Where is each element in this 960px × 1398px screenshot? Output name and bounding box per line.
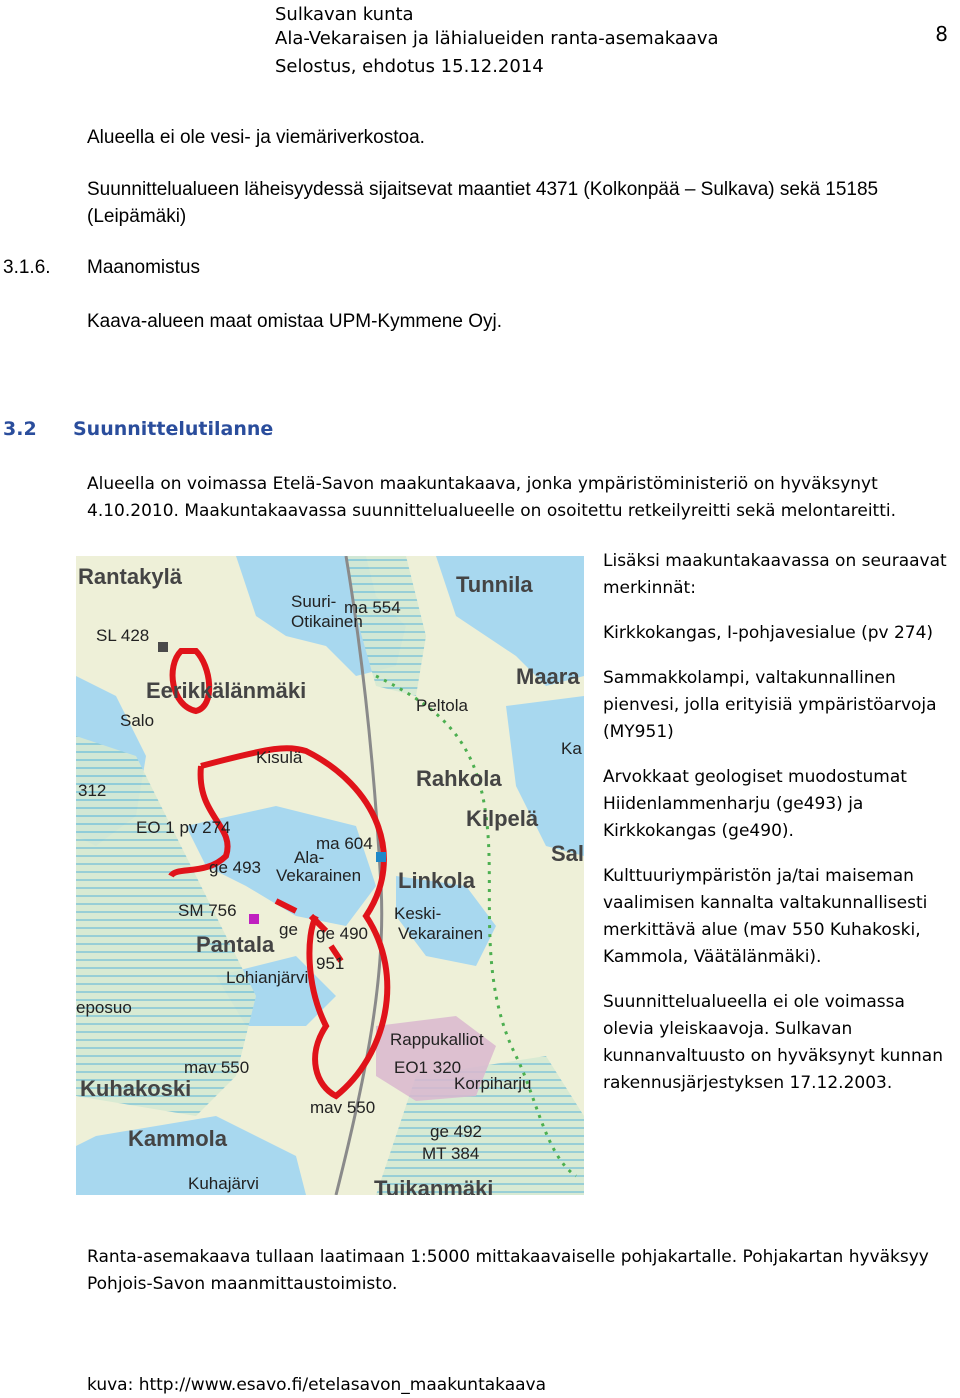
section-title-suunnittelutilanne: Suunnittelutilanne: [73, 418, 274, 440]
map-label-tunnila: Tunnila: [456, 572, 533, 597]
map-label-mt: MT 384: [422, 1144, 480, 1163]
legend-small-water-line1: Sammakkolampi, valtakunnallinen: [603, 668, 896, 688]
legend-culture-line4: Kammola, Väätälänmäki).: [603, 947, 822, 967]
legend-item-geology: [603, 764, 958, 845]
legend-master-plan-line3: kunnanvaltuusto on hyväksynyt kunnan: [603, 1046, 943, 1066]
legend-intro: [603, 548, 958, 602]
map-label-ma604: ma 604: [316, 834, 373, 853]
map-label-korpiharju: Korpiharju: [454, 1074, 532, 1093]
map-label-kuhakoski: Kuhakoski: [80, 1076, 192, 1101]
map-label-ge493: ge 493: [209, 858, 261, 877]
map-label-ala: Ala-: [294, 848, 325, 867]
paragraph-regional-plan-line2: 4.10.2010. Maakuntakaavassa suunnittelualueelle on osoitettu retkeilyreitti sekä melontareitti.: [87, 501, 897, 521]
legend-small-water-line2: pienvesi, jolla erityisiä ympäristöarvoja: [603, 695, 937, 715]
map-label-ge490: ge 490: [316, 924, 368, 943]
map-label-otikainen: Otikainen: [291, 612, 363, 631]
map-label-linkola: Linkola: [398, 868, 476, 893]
legend-groundwater-text: Kirkkokangas, I-pohjavesialue (pv 274): [603, 623, 934, 643]
paragraph-roads-line1: Suunnittelualueen läheisyydessä sijaitsevat maantiet 4371 (Kolkonpää – Sulkava) sekä 15185: [87, 179, 879, 200]
map-label-eo-pv274: EO 1 pv 274: [136, 818, 231, 837]
map-label-sm756: SM 756: [178, 901, 237, 920]
header-plan-name: Ala-Vekaraisen ja lähialueiden ranta-asemakaava: [275, 28, 719, 49]
map-label-312: 312: [78, 781, 107, 800]
map-label-kisula: Kisulä: [256, 748, 303, 767]
map-label-sl428: SL 428: [96, 626, 150, 645]
legend-geology-line3: Kirkkokangas (ge490).: [603, 821, 794, 841]
map-label-ge: ge: [279, 920, 298, 939]
page-number: 8: [935, 22, 948, 46]
map-label-rantakyla: Rantakylä: [78, 564, 182, 589]
map-label-951: 951: [316, 954, 345, 973]
legend-item-small-water: [603, 665, 958, 746]
map-label-vekarainen: Vekarainen: [276, 866, 362, 885]
map-label-ge492: ge 492: [430, 1122, 482, 1141]
legend-culture-line2: vaalimisen kannalta valtakunnallisesti: [603, 893, 928, 913]
image-source: kuva: http://www.esavo.fi/etelasavon_maakuntakaava: [87, 1375, 547, 1395]
legend-intro-line1: Lisäksi maakuntakaavassa on seuraavat: [603, 551, 947, 571]
ma-marker: [376, 852, 386, 862]
legend-item-master-plan: [603, 989, 958, 1097]
legend-item-culture: [603, 863, 958, 971]
map-label-kammola: Kammola: [128, 1126, 228, 1151]
legend-master-plan-line1: Suunnittelualueella ei ole voimassa: [603, 992, 905, 1012]
legend-culture-line1: Kulttuuriympäristön ja/tai maiseman: [603, 866, 914, 886]
map-label-tuikanmaki: Tuikanmäki: [374, 1176, 494, 1195]
paragraph-regional-plan-line1: Alueella on voimassa Etelä-Savon maakuntakaava, jonka ympäristöministeriö on hyväksynyt: [87, 474, 878, 494]
header-municipality: Sulkavan kunta: [275, 4, 414, 25]
legend-item-groundwater: [603, 620, 958, 647]
map-label-salo: Salo: [120, 711, 155, 730]
map-label-eerikkalanmaki: Eerikkälänmäki: [146, 678, 307, 703]
sm-marker: [249, 914, 259, 924]
map-label-suuri: Suuri-: [291, 592, 337, 611]
regional-plan-map: [76, 556, 584, 1195]
map-label-lohianjarvi: Lohianjärvi: [226, 968, 309, 987]
map-label-ka: Ka: [561, 739, 582, 758]
map-label-vekarainen2: Vekarainen: [398, 924, 484, 943]
map-label-eo1320: EO1 320: [394, 1058, 462, 1077]
map-label-sal: Sal: [551, 841, 584, 866]
map-label-mav550b: mav 550: [310, 1098, 376, 1117]
map-label-kilpela: Kilpelä: [466, 806, 539, 831]
map-label-kuhajarvi: Kuhajärvi: [188, 1174, 259, 1193]
legend-master-plan-line4: rakennusjärjestyksen 17.12.2003.: [603, 1073, 893, 1093]
header-document-status: Selostus, ehdotus 15.12.2014: [275, 56, 544, 77]
map-label-rahkola: Rahkola: [416, 766, 502, 791]
map-label-rappukalliot: Rappukalliot: [390, 1030, 484, 1049]
map-label-maara: Maara: [516, 664, 580, 689]
legend-intro-line2: merkinnät:: [603, 578, 696, 598]
legend-culture-line3: merkittävä alue (mav 550 Kuhakoski,: [603, 920, 921, 940]
section-number-32: 3.2: [3, 418, 37, 440]
map-label-mav550: mav 550: [184, 1058, 250, 1077]
paragraph-roads-line2: (Leipämäki): [87, 206, 187, 227]
sl-marker: [158, 642, 168, 652]
legend-small-water-line3: (MY951): [603, 722, 674, 742]
section-number-316: 3.1.6.: [3, 257, 51, 278]
section-title-maanomistus: Maanomistus: [87, 257, 200, 278]
paragraph-water-network: Alueella ei ole vesi- ja viemäriverkostoa.: [87, 127, 425, 148]
legend-geology-line1: Arvokkaat geologiset muodostumat: [603, 767, 907, 787]
legend-master-plan-line2: olevia yleiskaavoja. Sulkavan: [603, 1019, 853, 1039]
map-label-ma554: ma 554: [344, 598, 401, 617]
map-legend-text: [603, 548, 958, 1115]
paragraph-basemap-line2: Pohjois-Savon maanmittaustoimisto.: [87, 1274, 398, 1294]
paragraph-ownership: Kaava-alueen maat omistaa UPM-Kymmene Oyj.: [87, 311, 502, 332]
paragraph-basemap-line1: Ranta-asemakaava tullaan laatimaan 1:5000 mittakaavaiselle pohjakartalle. Pohjakartan hyväksyy: [87, 1247, 929, 1267]
legend-geology-line2: Hiidenlammenharju (ge493) ja: [603, 794, 864, 814]
map-label-peltola: Peltola: [416, 696, 468, 715]
map-label-pantala: Pantala: [196, 932, 275, 957]
map-label-keski: Keski-: [394, 904, 442, 923]
map-label-eposuo: eposuo: [76, 998, 132, 1017]
